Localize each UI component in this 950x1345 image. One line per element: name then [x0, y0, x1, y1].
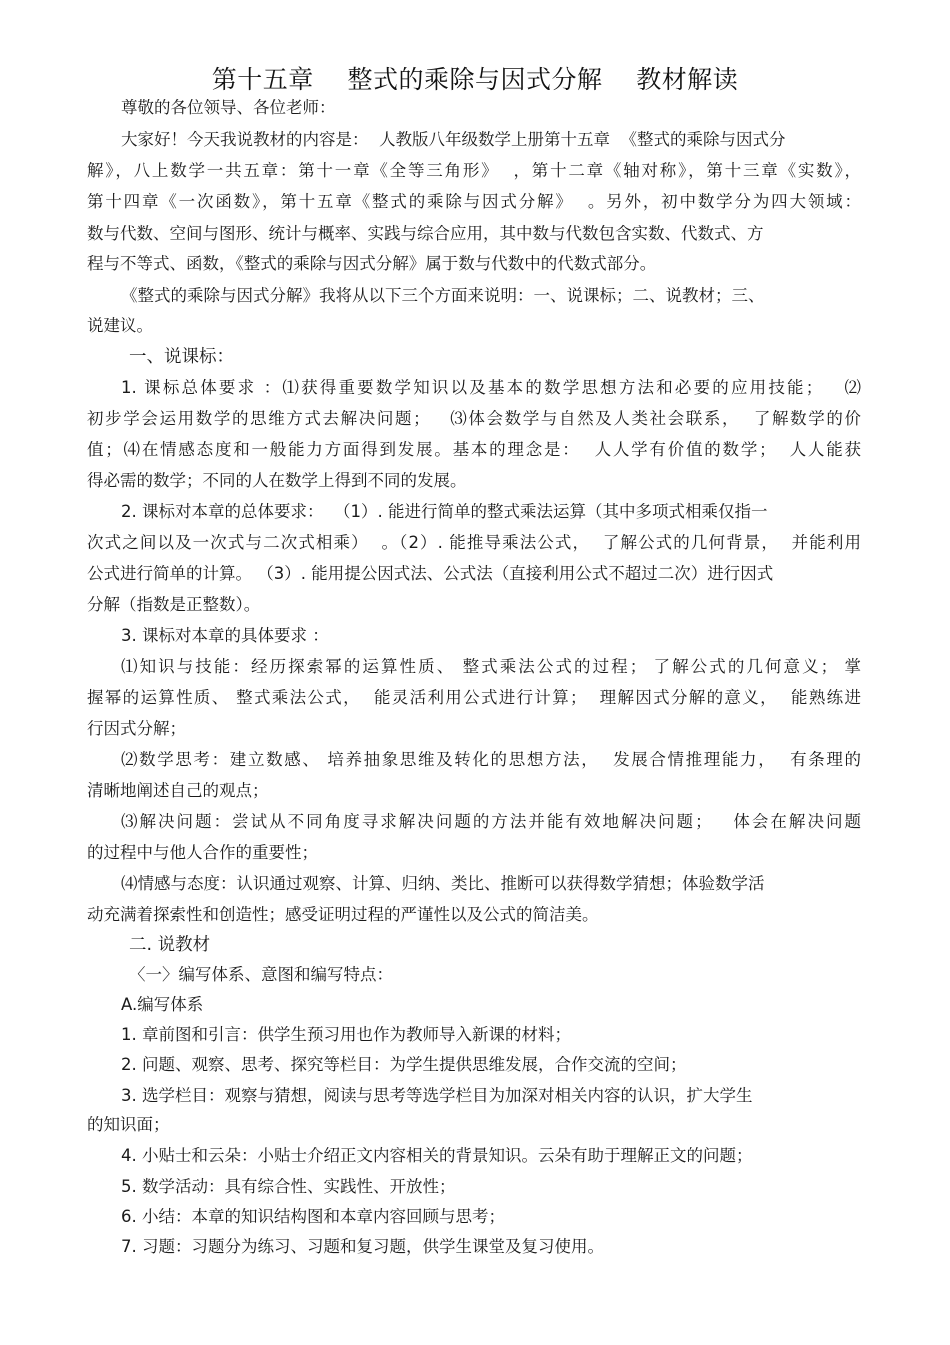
text-line: 值；⑷在情感态度和一般能力方面得到发展。基本的理念是： 人人学有价值的数学； 人人能获 [87, 440, 861, 459]
text-line: 5. 数学活动：具有综合性、实践性、开放性； [121, 1177, 456, 1196]
text-line: 4. 小贴士和云朵：小贴士介绍正文内容相关的背景知识。云朵有助于理解正文的问题； [121, 1146, 753, 1165]
text-line: 第十四章《一次函数》，第十五章《整式的乘除与因式分解》 。另外，初中数学分为四大领域： [87, 192, 861, 211]
text-line: 分解（指数是正整数）。 [87, 595, 261, 614]
text-line: ⑷情感与态度：认识通过观察、计算、归纳、类比、推断可以获得数学猜想；体验数学活 [121, 874, 765, 893]
text-line: 公式进行简单的计算。 （3）. 能用提公因式法、公式法（直接利用公式不超过二次）进行因式 [87, 564, 774, 583]
text-line: 说建议。 [87, 316, 153, 335]
text-line: 数与代数、空间与图形、统计与概率、实践与综合应用，其中数与代数包含实数、代数式、方 [87, 224, 764, 243]
text-line: 的过程中与他人合作的重要性； [87, 843, 318, 862]
text-line: 的知识面； [87, 1115, 170, 1134]
text-line: 3. 选学栏目：观察与猜想，阅读与思考等选学栏目为加深对相关内容的认识，扩大学生 [121, 1086, 753, 1105]
text-line: ⑴知识与技能：经历探索幂的运算性质、 整式乘法公式的过程； 了解公式的几何意义； 掌 [121, 657, 861, 676]
text-line: 得必需的数学；不同的人在数学上得到不同的发展。 [87, 471, 467, 490]
text-line: 1. 章前图和引言：供学生预习用也作为教师导入新课的材料； [121, 1025, 571, 1044]
page-title: 第十五章 整式的乘除与因式分解 教材解读 [211, 65, 739, 94]
text-line: 次式之间以及一次式与二次式相乘） 。（2）. 能推导乘法公式， 了解公式的几何背景， 并能利用 [87, 533, 861, 552]
section-heading: 二. 说教材 [129, 935, 211, 955]
text-line: 清晰地阐述自己的观点； [87, 781, 269, 800]
text-line: 动充满着探索性和创造性；感受证明过程的严谨性以及公式的简洁美。 [87, 905, 599, 924]
text-line: 初步学会运用数学的思维方式去解决问题； ⑶体会数学与自然及人类社会联系， 了解数学的价 [87, 409, 861, 428]
text-line: 7. 习题：习题分为练习、习题和复习题，供学生课堂及复习使用。 [121, 1237, 604, 1256]
text-line: 《整式的乘除与因式分解》我将从以下三个方面来说明：一、说课标；二、说教材；三、 [121, 286, 765, 305]
text-line: 程与不等式、函数，《整式的乘除与因式分解》属于数与代数中的代数式部分。 [87, 254, 657, 273]
text-line: 6. 小结：本章的知识结构图和本章内容回顾与思考； [121, 1207, 505, 1226]
text-line: A.编写体系 [121, 995, 204, 1014]
text-line: ⑶解决问题：尝试从不同角度寻求解决问题的方法并能有效地解决问题； 体会在解决问题 [121, 812, 861, 831]
text-line: 1. 课标总体要求 ：⑴获得重要数学知识以及基本的数学思想方法和必要的应用技能； ⑵ [121, 378, 861, 397]
text-line: 〈一〉编写体系、意图和编写特点： [129, 965, 393, 984]
text-line: 3. 课标对本章的具体要求 ： [121, 626, 329, 645]
text-line: 2. 问题、观察、思考、探究等栏目：为学生提供思维发展，合作交流的空间； [121, 1055, 687, 1074]
text-line: 尊敬的各位领导、各位老师： [121, 98, 336, 117]
text-line: 解》，八上数学一共五章：第十一章《全等三角形》 ，第十二章《轴对称》，第十三章《实数》， [87, 161, 861, 180]
text-line: ⑵数学思考：建立数感、 培养抽象思维及转化的思想方法， 发展合情推理能力， 有条理的 [121, 750, 861, 769]
text-line: 行因式分解； [87, 719, 186, 738]
section-heading: 一、说课标： [129, 347, 234, 367]
text-line: 握幂的运算性质、 整式乘法公式， 能灵活利用公式进行计算； 理解因式分解的意义， 能熟练进 [87, 688, 861, 707]
text-line: 大家好！今天我说教材的内容是： 人教版八年级数学上册第十五章 《整式的乘除与因式分 [121, 130, 786, 149]
text-line: 2. 课标对本章的总体要求： （1）. 能进行简单的整式乘法运算（其中多项式相乘仅指一 [121, 502, 768, 521]
